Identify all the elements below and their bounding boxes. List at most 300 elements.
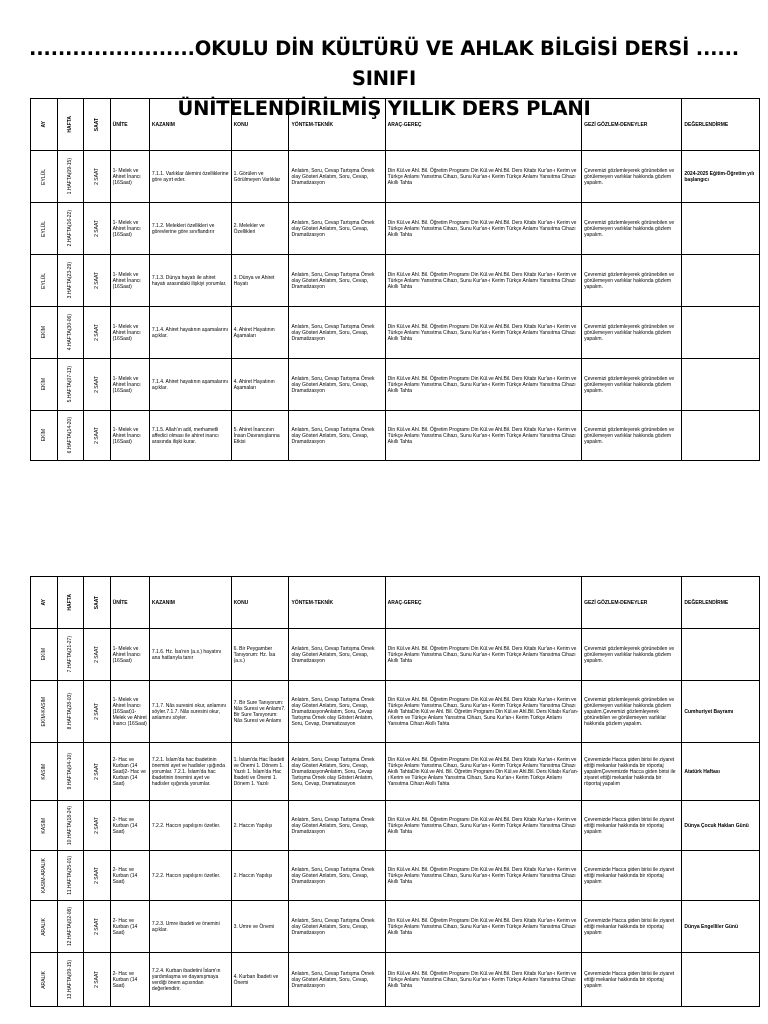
header-unite-label: ÜNİTE	[112, 599, 128, 606]
header-gezi-label: GEZİ GÖZLEM-DENEYLER	[584, 121, 648, 128]
header-saat	[83, 577, 110, 629]
cell-arac-text: Din Kül.ve Ahl. Bil. Öğretim Programı Din Kül.ve Ahl.Bil. Ders Kitabı Kur'an-ı Kerim ve Türkçe Anlamı Yansıtma Cihazı, Sunu Kur'an-ı Kerim Türkçe Anlamı Yansıtma Cihazı Akıllı Tahta	[387, 866, 577, 885]
cell-saat-text: 2 SAAT	[93, 918, 100, 935]
cell-unite-text: 2- Hac ve Kurban (14 Saat)	[112, 816, 138, 835]
cell-gezi-text: Çevremizi gözlemleyerek görünebilen ve görülemeyen varlıklar hakkında gözlem yapalım.	[584, 375, 675, 394]
cell-hafta-text: 9.HAFTA(04-10)	[67, 753, 74, 790]
cell-arac-text: Din Kül.ve Ahl. Bil. Öğretim Programı Din Kül.ve Ahl.Bil. Ders Kitabı Kur'an-ı Kerim ve Türkçe Anlamı Yansıtma Cihazı, Sunu Kur'an-ı Kerim Türkçe Anlamı Yansıtma Cihazı Akıllı TahtaDin Kül.ve Ahl. Bil. Öğretim Programı Din Kül.ve Ahl.Bil. Ders Kitabı Kur'an-ı Kerim ve Türkçe Anlamı Yansıtma Cihazı, Sunu Kur'an-ı Kerim Türkçe Anlamı Yansıtma Cihazı Akıllı Tahta	[387, 756, 579, 787]
table-row	[31, 629, 760, 681]
cell-saat	[83, 307, 110, 359]
header-row	[31, 99, 760, 151]
cell-kazanim-text: 7.1.4. Ahiret hayatının aşamalarını açıklar.	[151, 326, 229, 339]
cell-saat-text: 2 SAAT	[93, 324, 100, 341]
cell-unite	[110, 901, 149, 953]
cell-kazanim	[149, 203, 231, 255]
cell-ay-text: EYLÜL	[40, 168, 47, 185]
cell-kazanim	[149, 151, 231, 203]
header-row	[31, 577, 760, 629]
cell-unite	[110, 203, 149, 255]
cell-hafta-text: 6.HAFTA(14-20)	[67, 417, 74, 454]
cell-unite	[110, 953, 149, 1007]
table-row	[31, 851, 760, 901]
cell-kazanim	[149, 851, 231, 901]
cell-saat	[83, 151, 110, 203]
cell-yontem	[289, 411, 385, 461]
cell-yontem	[289, 203, 385, 255]
cell-degerlendirme	[682, 411, 760, 461]
header-hafta	[57, 577, 83, 629]
cell-degerlendirme-text: 2024-2025 Eğitim-Öğretim yılı başlangıcı	[684, 170, 755, 183]
cell-saat	[83, 953, 110, 1007]
cell-saat-text: 2 SAAT	[93, 646, 100, 663]
cell-degerlendirme	[682, 307, 760, 359]
cell-gezi-text: Çevremizde Hacca giden birisi ile ziyaret ettiği mekanlar hakkında bir röportaj yapalım	[584, 816, 675, 835]
table-row	[31, 901, 760, 953]
cell-yontem	[289, 359, 385, 411]
cell-hafta-text: 5.HAFTA(07-13)	[67, 366, 74, 403]
cell-hafta	[57, 743, 83, 801]
header-kazanim-label: KAZANIM	[151, 121, 175, 128]
cell-unite-text: 1- Melek ve Ahiret İnancı (16Saat)	[112, 375, 141, 394]
cell-gezi-text: Çevremizde Hacca giden birisi ile ziyaret ettiği mekanlar hakkında bir röportaj yapalımÇevremizde Hacca giden birisi ile ziyaret ettiği mekanlar hakkında bir röportaj yapalım	[584, 756, 676, 787]
cell-gezi-text: Çevremizde Hacca giden birisi ile ziyaret ettiği mekanlar hakkında bir röportaj yapalım	[584, 970, 675, 989]
cell-saat	[83, 203, 110, 255]
cell-yontem	[289, 307, 385, 359]
cell-yontem	[289, 851, 385, 901]
cell-unite	[110, 743, 149, 801]
cell-konu-text: 3. Umre ve Önemi	[233, 923, 275, 930]
cell-kazanim	[149, 255, 231, 307]
table-row	[31, 411, 760, 461]
cell-kazanim-text: 7.1.3. Dünya hayatı ile ahiret hayatı arasındaki ilişkiyi yorumlar.	[151, 274, 227, 287]
cell-arac	[385, 151, 581, 203]
header-arac-label: ARAÇ-GEREÇ	[387, 121, 422, 128]
cell-arac	[385, 359, 581, 411]
header-saat-label: SAAT	[93, 595, 100, 610]
cell-yontem	[289, 953, 385, 1007]
cell-gezi-text: Çevremizi gözlemleyerek görünebilen ve görülemeyen varlıklar hakkında gözlem yapalım.	[584, 219, 675, 238]
cell-gezi-text: Çevremizi gözlemleyerek görünebilen ve görülemeyen varlıklar hakkında gözlem yapalım.	[584, 645, 675, 664]
cell-konu-text: 6. Bir Peygamber Tanıyorum: Hz. İsa (a.s.)	[233, 645, 276, 664]
cell-hafta	[57, 359, 83, 411]
cell-yontem-text: Anlatım, Soru, Cevap Tartışma Örnek olay Gösteri Anlatım, Soru, Cevap, Dramatizasyon	[291, 219, 375, 238]
cell-saat	[83, 901, 110, 953]
cell-yontem	[289, 629, 385, 681]
cell-saat-text: 2 SAAT	[93, 971, 100, 988]
cell-kazanim	[149, 953, 231, 1007]
cell-yontem-text: Anlatım, Soru, Cevap Tartışma Örnek olay Gösteri Anlatım, Soru, Cevap, Dramatizasyon	[291, 970, 375, 989]
header-arac-label: ARAÇ-GEREÇ	[387, 599, 422, 606]
cell-hafta-text: 11.HAFTA(25-01)	[67, 856, 74, 895]
header-hafta	[57, 99, 83, 151]
cell-gezi	[582, 953, 682, 1007]
table-row	[31, 151, 760, 203]
cell-kazanim-text: 7.1.7. Nâs suresini okur, anlamını söyler.7.1.7. Nâs suresini okur, anlamını söyler.	[151, 702, 227, 721]
cell-konu	[231, 203, 289, 255]
cell-unite-text: 2- Hac ve Kurban (14 Saat)	[112, 970, 138, 989]
cell-hafta	[57, 203, 83, 255]
cell-degerlendirme	[682, 629, 760, 681]
cell-ay	[31, 151, 58, 203]
cell-konu	[231, 681, 289, 743]
cell-unite-text: 1- Melek ve Ahiret İnancı (16Saat)	[112, 219, 141, 238]
cell-konu-text: 3. Dünya ve Ahiret Hayatı	[233, 274, 275, 287]
cell-unite-text: 1- Melek ve Ahiret İnancı (16Saat)	[112, 271, 141, 290]
cell-konu	[231, 743, 289, 801]
cell-unite	[110, 629, 149, 681]
cell-yontem-text: Anlatım, Soru, Cevap Tartışma Örnek olay Gösteri Anlatım, Soru, Cevap, DramatizasyonAnlatım, Soru, Cevap Tartışma Örnek olay Gösteri Anlatım, Soru, Cevap, Dramatizasyon	[291, 756, 375, 787]
cell-saat-text: 2 SAAT	[93, 763, 100, 780]
cell-konu-text: 5. Ahiret İnancının İnsan Davranışlarına Etkisi	[233, 426, 280, 445]
cell-degerlendirme	[682, 851, 760, 901]
cell-degerlendirme-text: Dünya Engelliler Günü	[684, 923, 738, 930]
cell-saat	[83, 743, 110, 801]
cell-unite-text: 1- Melek ve Ahiret İnancı (16Saat)	[112, 645, 141, 664]
cell-gezi	[582, 307, 682, 359]
header-konu-label: KONU	[233, 121, 249, 128]
cell-kazanim-text: 7.1.2. Melekleri özellikleri ve görevlerine göre sınıflandırır	[151, 222, 215, 235]
cell-ay	[31, 203, 58, 255]
cell-arac-text: Din Kül.ve Ahl. Bil. Öğretim Programı Din Kül.ve Ahl.Bil. Ders Kitabı Kur'an-ı Kerim ve Türkçe Anlamı Yansıtma Cihazı, Sunu Kur'an-ı Kerim Türkçe Anlamı Yansıtma Cihazı Akıllı Tahta	[387, 323, 577, 342]
cell-konu-text: 1. İslam'da Hac İbadeti ve Önemi 1. Dönem 1. Yazılı 1. İslam'da Hac İbadeti ve Önemi 1. Dönem 1. Yazılı	[233, 756, 285, 787]
cell-hafta-text: 7.HAFTA(21-27)	[67, 636, 74, 673]
cell-kazanim-text: 7.2.4. Kurban ibadetini İslam'ın yardımlaşma ve dayanışmaya verdiği önem açısından değerlendirir.	[151, 967, 221, 992]
cell-kazanim-text: 7.1.4. Ahiret hayatının aşamalarını açıklar.	[151, 378, 229, 391]
cell-kazanim	[149, 629, 231, 681]
cell-hafta-text: 4.HAFTA(30-06)	[67, 314, 74, 351]
table-row	[31, 203, 760, 255]
cell-degerlendirme	[682, 151, 760, 203]
cell-arac-text: Din Kül.ve Ahl. Bil. Öğretim Programı Din Kül.ve Ahl.Bil. Ders Kitabı Kur'an-ı Kerim ve Türkçe Anlamı Yansıtma Cihazı, Sunu Kur'an-ı Kerim Türkçe Anlamı Yansıtma Cihazı Akıllı Tahta	[387, 970, 577, 989]
cell-hafta-text: 8.HAFTA(28-03)	[67, 693, 74, 730]
cell-arac	[385, 307, 581, 359]
cell-konu	[231, 953, 289, 1007]
cell-yontem	[289, 681, 385, 743]
cell-yontem	[289, 901, 385, 953]
cell-ay-text: ARALIK	[40, 917, 47, 936]
cell-degerlendirme	[682, 743, 760, 801]
cell-arac	[385, 743, 581, 801]
cell-ay-text: KASIM	[40, 763, 47, 780]
cell-ay-text: EYLÜL	[40, 272, 47, 289]
cell-konu	[231, 851, 289, 901]
cell-unite-text: 1- Melek ve Ahiret İnancı (16Saat)	[112, 167, 141, 186]
cell-arac	[385, 681, 581, 743]
header-gezi	[582, 577, 682, 629]
cell-degerlendirme	[682, 901, 760, 953]
cell-kazanim	[149, 801, 231, 851]
header-degerlendirme-label: DEĞERLENDİRME	[684, 121, 729, 128]
header-ay-label: AY	[40, 599, 47, 606]
cell-gezi	[582, 151, 682, 203]
cell-arac	[385, 629, 581, 681]
table-row	[31, 681, 760, 743]
cell-hafta-text: 10.HAFTA(18-24)	[67, 805, 74, 846]
cell-gezi	[582, 801, 682, 851]
cell-konu	[231, 411, 289, 461]
cell-kazanim-text: 7.2.1. İslam'da hac ibadetinin önemini ayet ve hadisler ışığında yorumlar. 7.2.1. İslam'da hac ibadetinin önemini ayet ve hadisler ışığında yorumlar.	[151, 756, 225, 787]
cell-gezi	[582, 411, 682, 461]
header-unite	[110, 99, 149, 151]
cell-ay-text: KASIM	[40, 817, 47, 834]
cell-ay	[31, 307, 58, 359]
cell-gezi	[582, 629, 682, 681]
cell-yontem-text: Anlatım, Soru, Cevap Tartışma Örnek olay Gösteri Anlatım, Soru, Cevap, Dramatizasyon	[291, 271, 375, 290]
cell-gezi-text: Çevremizde Hacca giden birisi ile ziyaret ettiği mekanlar hakkında bir röportaj yapalım	[584, 917, 675, 936]
cell-gezi-text: Çevremizde Hacca giden birisi ile ziyaret ettiği mekanlar hakkında bir röportaj yapalım	[584, 866, 675, 885]
header-yontem-label: YÖNTEM-TEKNİK	[291, 121, 334, 128]
cell-degerlendirme	[682, 801, 760, 851]
header-gezi-label: GEZİ GÖZLEM-DENEYLER	[584, 599, 648, 606]
header-hafta-label: HAFTA	[67, 594, 74, 611]
cell-hafta	[57, 953, 83, 1007]
cell-yontem-text: Anlatım, Soru, Cevap Tartışma Örnek olay Gösteri Anlatım, Soru, Cevap, Dramatizasyon	[291, 645, 375, 664]
title-line-1: .......................OKULU DİN KÜLTÜRÜ VE AHLAK BİLGİSİ DERSİ ...... SINIFI	[28, 37, 739, 90]
cell-hafta	[57, 851, 83, 901]
cell-gezi	[582, 203, 682, 255]
cell-ay-text: EKİM	[40, 648, 47, 661]
cell-saat-text: 2 SAAT	[93, 168, 100, 185]
cell-yontem-text: Anlatım, Soru, Cevap Tartışma Örnek olay Gösteri Anlatım, Soru, Cevap, Dramatizasyon	[291, 917, 375, 936]
cell-ay	[31, 743, 58, 801]
table-row	[31, 743, 760, 801]
header-unite-label: ÜNİTE	[112, 121, 128, 128]
cell-kazanim	[149, 307, 231, 359]
cell-ay-text: ARALIK	[40, 970, 47, 989]
cell-degerlendirme	[682, 203, 760, 255]
cell-arac	[385, 801, 581, 851]
cell-unite	[110, 681, 149, 743]
cell-yontem-text: Anlatım, Soru, Cevap Tartışma Örnek olay Gösteri Anlatım, Soru, Cevap, Dramatizasyon	[291, 816, 375, 835]
cell-hafta	[57, 901, 83, 953]
cell-unite	[110, 851, 149, 901]
cell-unite	[110, 411, 149, 461]
header-kazanim-label: KAZANIM	[151, 599, 175, 606]
cell-hafta-text: 12.HAFTA(02-08)	[67, 906, 74, 947]
cell-yontem-text: Anlatım, Soru, Cevap Tartışma Örnek olay Gösteri Anlatım, Soru, Cevap, DramatizasyonAnlatım, Soru, Cevap Tartışma Örnek olay Gösteri Anlatım, Soru, Cevap, Dramatizasyon	[291, 696, 375, 727]
cell-arac	[385, 953, 581, 1007]
header-yontem-label: YÖNTEM-TEKNİK	[291, 599, 334, 606]
cell-kazanim-text: 7.1.5. Allah'ın adil, merhametli affedici olması ile ahiret inancı arasında ilişki kurar.	[151, 426, 219, 445]
cell-arac-text: Din Kül.ve Ahl. Bil. Öğretim Programı Din Kül.ve Ahl.Bil. Ders Kitabı Kur'an-ı Kerim ve Türkçe Anlamı Yansıtma Cihazı, Sunu Kur'an-ı Kerim Türkçe Anlamı Yansıtma Cihazı Akıllı Tahta	[387, 271, 577, 290]
cell-unite-text: 1- Melek ve Ahiret İnancı (16Saat)	[112, 426, 141, 445]
cell-konu-text: 1. Görülen ve Görülmeyen Varlıklar	[233, 170, 281, 183]
cell-unite-text: 1- Melek ve Ahiret İnancı (16Saat)1- Melek ve Ahiret İnancı (16Saat)	[112, 696, 147, 727]
header-ay	[31, 577, 58, 629]
header-hafta-label: HAFTA	[67, 116, 74, 133]
cell-gezi-text: Çevremizi gözlemleyerek görünebilen ve görülemeyen varlıklar hakkında gözlem yapalım.	[584, 167, 675, 186]
cell-unite	[110, 359, 149, 411]
cell-unite	[110, 151, 149, 203]
cell-yontem-text: Anlatım, Soru, Cevap Tartışma Örnek olay Gösteri Anlatım, Soru, Cevap, Dramatizasyon	[291, 167, 375, 186]
header-gezi	[582, 99, 682, 151]
cell-arac-text: Din Kül.ve Ahl. Bil. Öğretim Programı Din Kül.ve Ahl.Bil. Ders Kitabı Kur'an-ı Kerim ve Türkçe Anlamı Yansıtma Cihazı, Sunu Kur'an-ı Kerim Türkçe Anlamı Yansıtma Cihazı Akıllı Tahta	[387, 219, 577, 238]
cell-degerlendirme-text: Dünya Çocuk Hakları Günü	[684, 822, 749, 829]
cell-yontem	[289, 801, 385, 851]
header-ay-label: AY	[40, 121, 47, 128]
cell-unite-text: 2- Hac ve Kurban (14 Saat)	[112, 866, 138, 885]
cell-ay	[31, 901, 58, 953]
cell-hafta	[57, 681, 83, 743]
header-unite	[110, 577, 149, 629]
cell-saat	[83, 629, 110, 681]
cell-yontem	[289, 255, 385, 307]
cell-hafta	[57, 151, 83, 203]
cell-gezi	[582, 851, 682, 901]
cell-unite	[110, 255, 149, 307]
cell-hafta	[57, 411, 83, 461]
cell-saat-text: 2 SAAT	[93, 867, 100, 884]
cell-saat-text: 2 SAAT	[93, 376, 100, 393]
cell-ay	[31, 681, 58, 743]
cell-kazanim-text: 7.1.6. Hz. İsa'nın (a.s.) hayatını ana hatlarıyla tanır	[151, 648, 222, 661]
cell-ay	[31, 411, 58, 461]
cell-saat	[83, 801, 110, 851]
cell-kazanim-text: 7.2.2. Haccın yapılışını özetler.	[151, 822, 221, 829]
cell-hafta	[57, 801, 83, 851]
cell-arac-text: Din Kül.ve Ahl. Bil. Öğretim Programı Din Kül.ve Ahl.Bil. Ders Kitabı Kur'an-ı Kerim ve Türkçe Anlamı Yansıtma Cihazı, Sunu Kur'an-ı Kerim Türkçe Anlamı Yansıtma Cihazı Akıllı Tahta	[387, 375, 577, 394]
cell-konu	[231, 901, 289, 953]
cell-gezi	[582, 359, 682, 411]
cell-degerlendirme	[682, 255, 760, 307]
header-degerlendirme	[682, 99, 760, 151]
header-saat-label: SAAT	[93, 117, 100, 132]
cell-kazanim-text: 7.1.1. Varlıklar âlemini özelliklerine göre ayırt eder.	[151, 170, 229, 183]
cell-hafta	[57, 255, 83, 307]
cell-unite	[110, 801, 149, 851]
cell-ay	[31, 629, 58, 681]
cell-ay-text: EKİM	[40, 378, 47, 391]
cell-ay	[31, 801, 58, 851]
cell-hafta-text: 1.HAFTA(09-15)	[67, 158, 74, 195]
cell-arac	[385, 203, 581, 255]
cell-hafta-text: 3.HAFTA(23-29)	[67, 262, 74, 299]
cell-degerlendirme	[682, 681, 760, 743]
cell-saat-text: 2 SAAT	[93, 272, 100, 289]
cell-konu	[231, 801, 289, 851]
cell-degerlendirme	[682, 953, 760, 1007]
header-yontem	[289, 99, 385, 151]
cell-hafta-text: 2.HAFTA(16-22)	[67, 210, 74, 247]
header-yontem	[289, 577, 385, 629]
cell-arac-text: Din Kül.ve Ahl. Bil. Öğretim Programı Din Kül.ve Ahl.Bil. Ders Kitabı Kur'an-ı Kerim ve Türkçe Anlamı Yansıtma Cihazı, Sunu Kur'an-ı Kerim Türkçe Anlamı Yansıtma Cihazı Akıllı Tahta	[387, 645, 577, 664]
cell-saat-text: 2 SAAT	[93, 220, 100, 237]
cell-ay	[31, 255, 58, 307]
header-konu	[231, 99, 289, 151]
cell-konu	[231, 629, 289, 681]
cell-yontem	[289, 151, 385, 203]
header-arac	[385, 99, 581, 151]
table-row	[31, 953, 760, 1007]
cell-gezi	[582, 681, 682, 743]
cell-arac	[385, 411, 581, 461]
cell-unite	[110, 307, 149, 359]
cell-unite-text: 1- Melek ve Ahiret İnancı (16Saat)	[112, 323, 141, 342]
cell-konu	[231, 255, 289, 307]
table-row	[31, 307, 760, 359]
cell-ay	[31, 359, 58, 411]
cell-unite-text: 2- Hac ve Kurban (14 Saat)	[112, 917, 138, 936]
cell-yontem-text: Anlatım, Soru, Cevap Tartışma Örnek olay Gösteri Anlatım, Soru, Cevap, Dramatizasyon	[291, 426, 375, 445]
cell-arac-text: Din Kül.ve Ahl. Bil. Öğretim Programı Din Kül.ve Ahl.Bil. Ders Kitabı Kur'an-ı Kerim ve Türkçe Anlamı Yansıtma Cihazı, Sunu Kur'an-ı Kerim Türkçe Anlamı Yansıtma Cihazı Akıllı Tahta	[387, 426, 577, 445]
cell-arac	[385, 901, 581, 953]
header-ay	[31, 99, 58, 151]
cell-degerlendirme-text: Atatürk Haftası	[684, 768, 720, 775]
cell-yontem-text: Anlatım, Soru, Cevap Tartışma Örnek olay Gösteri Anlatım, Soru, Cevap, Dramatizasyon	[291, 375, 375, 394]
cell-kazanim	[149, 743, 231, 801]
cell-konu	[231, 151, 289, 203]
plan-table-2	[30, 576, 760, 1007]
cell-gezi	[582, 901, 682, 953]
cell-saat-text: 2 SAAT	[93, 703, 100, 720]
cell-konu-text: 2. Haccın Yapılışı	[233, 872, 273, 879]
cell-kazanim-text: 7.2.3. Umre ibadeti ve önemini açıklar.	[151, 920, 220, 933]
cell-yontem-text: Anlatım, Soru, Cevap Tartışma Örnek olay Gösteri Anlatım, Soru, Cevap, Dramatizasyon	[291, 323, 375, 342]
header-konu-label: KONU	[233, 599, 249, 606]
table-row	[31, 359, 760, 411]
title-line-2: ÜNİTELENDİRİLMİŞ YILLIK DERS PLANI	[177, 97, 591, 120]
table-row	[31, 255, 760, 307]
cell-degerlendirme-text: Cumhuriyet Bayramı	[684, 708, 734, 715]
cell-hafta	[57, 629, 83, 681]
cell-kazanim	[149, 901, 231, 953]
header-saat	[83, 99, 110, 151]
cell-saat-text: 2 SAAT	[93, 817, 100, 834]
header-degerlendirme-label: DEĞERLENDİRME	[684, 599, 729, 606]
cell-arac	[385, 255, 581, 307]
cell-gezi-text: Çevremizi gözlemleyerek görünebilen ve görülemeyen varlıklar hakkında gözlem yapalım.	[584, 426, 675, 445]
cell-konu-text: 2. Melekler ve Özellikleri	[233, 222, 265, 235]
cell-konu	[231, 359, 289, 411]
cell-saat	[83, 851, 110, 901]
cell-arac-text: Din Kül.ve Ahl. Bil. Öğretim Programı Din Kül.ve Ahl.Bil. Ders Kitabı Kur'an-ı Kerim ve Türkçe Anlamı Yansıtma Cihazı, Sunu Kur'an-ı Kerim Türkçe Anlamı Yansıtma Cihazı Akıllı TahtaDin Kül.ve Ahl. Bil. Öğretim Programı Din Kül.ve Ahl.Bil. Ders Kitabı Kur'an-ı Kerim ve Türkçe Anlamı Yansıtma Cihazı, Sunu Kur'an-ı Kerim Türkçe Anlamı Yansıtma Cihazı Akıllı Tahta	[387, 696, 579, 727]
cell-kazanim	[149, 359, 231, 411]
cell-ay-text: EKİM	[40, 326, 47, 339]
cell-ay	[31, 851, 58, 901]
header-arac	[385, 577, 581, 629]
cell-yontem-text: Anlatım, Soru, Cevap Tartışma Örnek olay Gösteri Anlatım, Soru, Cevap, Dramatizasyon	[291, 866, 375, 885]
cell-gezi-text: Çevremizi gözlemleyerek görünebilen ve görülemeyen varlıklar hakkında gözlem yapalım.	[584, 271, 675, 290]
cell-gezi	[582, 255, 682, 307]
cell-ay	[31, 953, 58, 1007]
cell-saat	[83, 255, 110, 307]
cell-saat-text: 2 SAAT	[93, 427, 100, 444]
cell-arac-text: Din Kül.ve Ahl. Bil. Öğretim Programı Din Kül.ve Ahl.Bil. Ders Kitabı Kur'an-ı Kerim ve Türkçe Anlamı Yansıtma Cihazı, Sunu Kur'an-ı Kerim Türkçe Anlamı Yansıtma Cihazı Akıllı Tahta	[387, 816, 577, 835]
cell-konu-text: 4. Ahiret Hayatının Aşamaları	[233, 326, 275, 339]
cell-konu-text: 7. Bir Sure Tanıyorum: Nâs Suresi ve Anlamı7. Bir Sure Tanıyorum: Nâs Suresi ve Anlamı	[233, 699, 286, 724]
cell-saat	[83, 359, 110, 411]
cell-konu-text: 4. Ahiret Hayatının Aşamaları	[233, 378, 275, 391]
cell-kazanim	[149, 411, 231, 461]
cell-gezi	[582, 743, 682, 801]
cell-saat	[83, 681, 110, 743]
header-konu	[231, 577, 289, 629]
cell-ay-text: KASIM-ARALIK	[40, 857, 47, 893]
cell-konu-text: 2. Haccın Yapılışı	[233, 822, 273, 829]
header-degerlendirme	[682, 577, 760, 629]
cell-arac-text: Din Kül.ve Ahl. Bil. Öğretim Programı Din Kül.ve Ahl.Bil. Ders Kitabı Kur'an-ı Kerim ve Türkçe Anlamı Yansıtma Cihazı, Sunu Kur'an-ı Kerim Türkçe Anlamı Yansıtma Cihazı Akıllı Tahta	[387, 917, 577, 936]
cell-kazanim-text: 7.2.2. Haccın yapılışını özetler.	[151, 872, 221, 879]
cell-ay-text: EYLÜL	[40, 220, 47, 237]
cell-unite-text: 2- Hac ve Kurban (14 Saat)2- Hac ve Kurban (14 Saat)	[112, 756, 146, 787]
plan-table-1	[30, 98, 760, 461]
cell-arac-text: Din Kül.ve Ahl. Bil. Öğretim Programı Din Kül.ve Ahl.Bil. Ders Kitabı Kur'an-ı Kerim ve Türkçe Anlamı Yansıtma Cihazı, Sunu Kur'an-ı Kerim Türkçe Anlamı Yansıtma Cihazı Akıllı Tahta	[387, 167, 577, 186]
table-row	[31, 801, 760, 851]
cell-ay-text: EKİM-KASIM	[40, 696, 47, 727]
cell-konu-text: 4. Kurban İbadeti ve Önemi	[233, 973, 279, 986]
header-kazanim	[149, 99, 231, 151]
header-kazanim	[149, 577, 231, 629]
